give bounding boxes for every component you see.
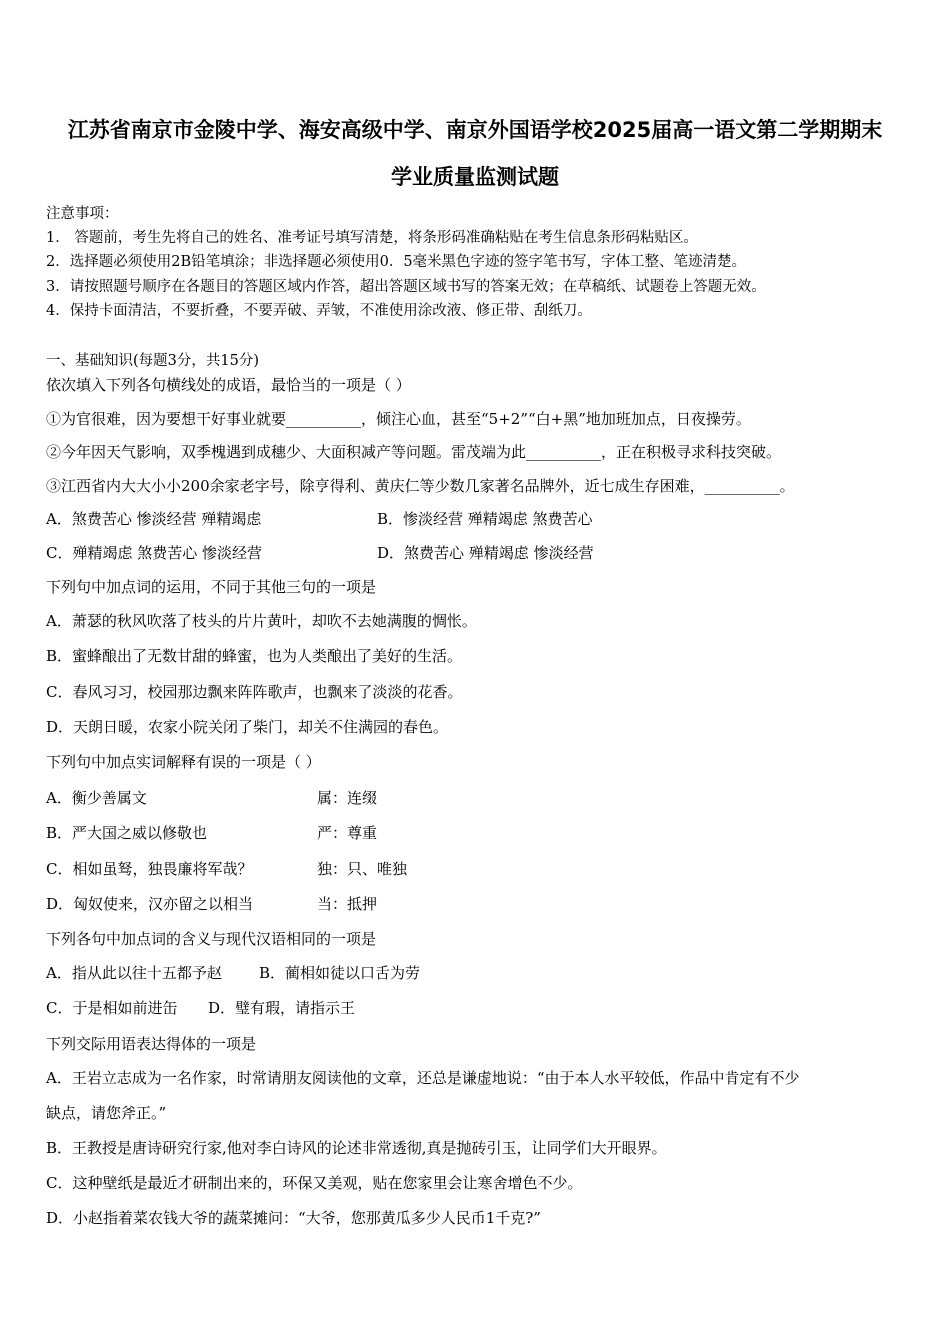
q1-option-c: C．殚精竭虑 煞费苦心 惨淡经营 [46,544,263,562]
q3-option-c: C．相如虽驽，独畏廉将军哉？ [46,860,253,878]
q4-option-b: B．蔺相如徒以口舌为劳 [259,964,421,982]
q3-explain-d: 当：抵押 [317,895,378,913]
notice-item-3: 3．请按照题号顺序在各题目的答题区域内作答，超出答题区域书写的答案无效；在草稿纸、试题卷上答题无效。 [46,279,766,295]
document-title-line-1: 江苏省南京市金陵中学、海安高级中学、南京外国语学校2025届高一语文第二学期期末 [67,118,883,142]
q1-sentence-3: ③江西省内大大小小200余家老字号，除亨得利、黄庆仁等少数几家著名品牌外，近七成生存困难，__________。 [46,477,795,495]
q5-option-b: B．王教授是唐诗研究行家,他对李白诗风的论述非常透彻,真是抛砖引玉，让同学们大开眼界。 [46,1139,667,1157]
q5-option-c: C．这种壁纸是最近才研制出来的，环保又美观，贴在您家里会让寒舍增色不少。 [46,1174,583,1192]
q2-option-c: C．春风习习，校园那边飘来阵阵歌声，也飘来了淡淡的花香。 [46,683,463,701]
notice-item-4: 4．保持卡面清洁，不要折叠，不要弄破、弄皱，不准使用涂改液、修正带、刮纸刀。 [46,303,592,319]
q2-option-d: D．天朗日暖，农家小院关闭了柴门，却关不住满园的春色。 [46,718,449,736]
q5-stem: 下列交际用语表达得体的一项是 [46,1035,257,1053]
section-heading: 一、基础知识(每题3分，共15分) [46,353,259,369]
q4-option-c: C．于是相如前进缶 [46,999,178,1017]
q1-option-b: B．惨淡经营 殚精竭虑 煞费苦心 [377,510,593,528]
q3-explain-b: 严：尊重 [317,824,378,842]
q3-option-d: D．匈奴使来，汉亦留之以相当 [46,895,254,913]
q3-option-a: A．衡少善属文 [46,789,147,807]
q4-option-a: A．指从此以往十五都予赵 [46,964,222,982]
notice-item-2: 2．选择题必须使用2B铅笔填涂；非选择题必须使用0．5毫米黑色字迹的签字笔书写，字体工整、笔迹清楚。 [46,254,747,270]
q2-stem: 下列句中加点词的运用，不同于其他三句的一项是 [46,578,377,596]
q1-stem: 依次填入下列各句横线处的成语，最恰当的一项是（ ） [46,376,411,394]
q3-stem: 下列句中加点实词解释有误的一项是（ ） [46,753,321,771]
q3-explain-a: 属：连缀 [317,789,378,807]
q4-stem: 下列各句中加点词的含义与现代汉语相同的一项是 [46,930,377,948]
notice-heading: 注意事项： [46,206,119,222]
q2-option-a: A．萧瑟的秋风吹落了枝头的片片黄叶，却吹不去她满腹的惆怅。 [46,612,477,630]
q4-option-d: D．璧有瑕，请指示王 [208,999,356,1017]
q5-option-a-line-2: 缺点，请您斧正。” [46,1104,167,1122]
q1-option-d: D．煞费苦心 殚精竭虑 惨淡经营 [377,544,594,562]
q5-option-d: D．小赵指着菜农钱大爷的蔬菜摊问：“大爷，您那黄瓜多少人民币1千克?” [46,1209,541,1227]
q1-option-a: A．煞费苦心 惨淡经营 殚精竭虑 [46,510,262,528]
q2-option-b: B．蜜蜂酿出了无数甘甜的蜂蜜，也为人类酿出了美好的生活。 [46,647,463,665]
q1-sentence-2: ②今年因天气影响，双季槐遇到成穗少、大面积减产等问题。雷茂端为此__________，正在积极寻求科技突破。 [46,443,782,461]
q5-option-a-line-1: A．王岩立志成为一名作家，时常请朋友阅读他的文章，还总是谦虚地说：“由于本人水平较低，作品中肯定有不少 [46,1069,800,1087]
q3-explain-c: 独：只、唯独 [317,860,408,878]
notice-item-1: 1． 答题前，考生先将自己的姓名、准考证号填写清楚，将条形码准确粘贴在考生信息条形码粘贴区。 [46,230,698,246]
q1-sentence-1: ①为官很难，因为要想干好事业就要__________，倾注心血，甚至“5+2”“白+黑”地加班加点，日夜操劳。 [46,410,751,428]
q3-option-b: B．严大国之威以修敬也 [46,824,208,842]
document-title-line-2: 学业质量监测试题 [391,165,559,189]
